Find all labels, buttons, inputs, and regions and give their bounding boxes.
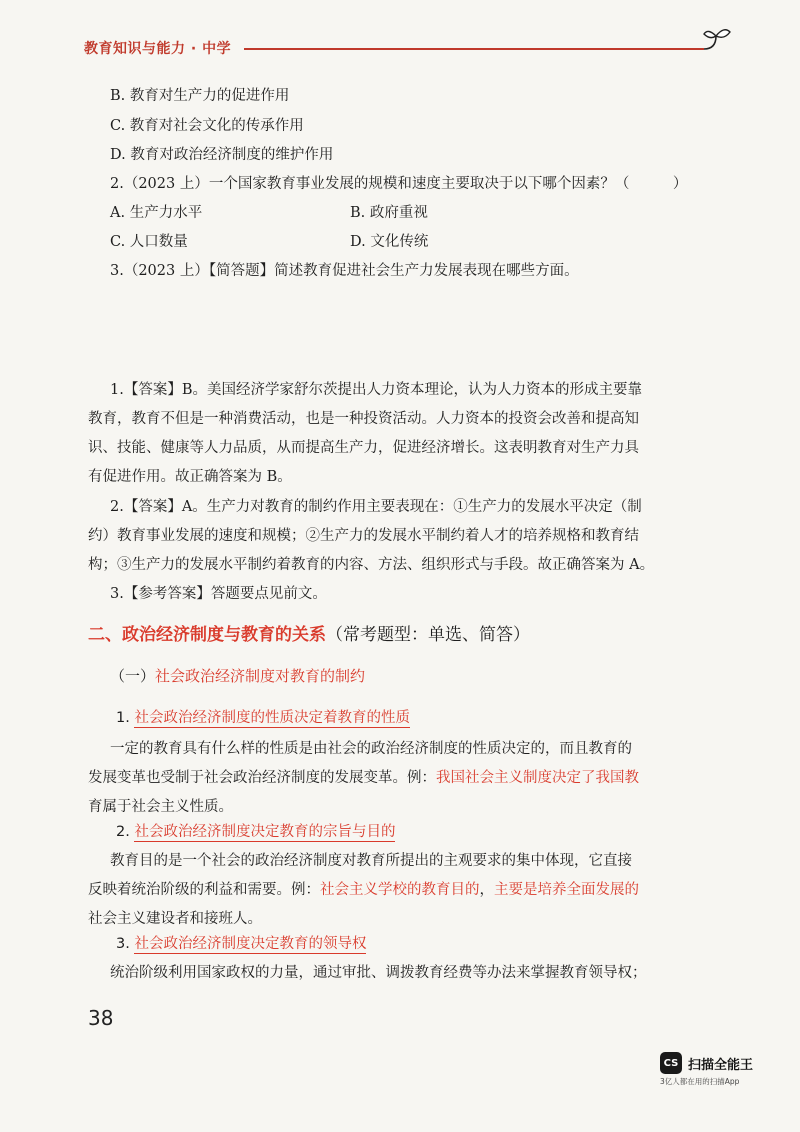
question-option: C. 教育对社会文化的传承作用: [110, 118, 304, 134]
example-highlight: 社会主义学校的教育目的: [320, 882, 480, 898]
section-title: 二、政治经济制度与教育的关系: [88, 625, 326, 645]
body-text: 发展变革也受制于社会政治经济制度的发展变革。例：: [88, 770, 436, 786]
item-title: 社会政治经济制度的性质决定着教育的性质: [134, 710, 410, 726]
question-stem: 2.（2023 上）一个国家教育事业发展的规模和速度主要取决于以下哪个因素？（ ）: [110, 176, 688, 192]
body-line: [88, 880, 639, 900]
body-line: 教育目的是一个社会的政治经济制度对教育所提出的主观要求的集中体现，它直接: [110, 853, 632, 869]
item-number: 3.: [116, 936, 130, 952]
question-option: C. 人口数量: [110, 234, 188, 250]
section-heading: [88, 620, 530, 645]
body-text: ，: [479, 882, 494, 898]
sprout-icon: [698, 22, 734, 56]
question-option: B. 教育对生产力的促进作用: [110, 88, 290, 104]
answer-line: 有促进作用。故正确答案为 B。: [88, 469, 292, 485]
answer-line: 约）教育事业发展的速度和规模；②生产力的发展水平制约着人才的培养规格和教育结: [88, 528, 639, 544]
body-text: 反映着统治阶级的利益和需要。例：: [88, 882, 320, 898]
subsection-title: 社会政治经济制度对教育的制约: [155, 667, 366, 685]
page-header: [58, 36, 748, 66]
body-line: 一定的教育具有什么样的性质是由社会的政治经济制度的性质决定的，而且教育的: [110, 741, 632, 757]
scanner-watermark: [660, 1052, 790, 1087]
question-option: D. 文化传统: [350, 234, 429, 250]
page-number: 38: [88, 1006, 114, 1030]
answer-line: 构；③生产力的发展水平制约着教育的内容、方法、组织形式与手段。故正确答案为 A。: [88, 557, 655, 573]
header-title: 教育知识与能力 · 中学: [84, 41, 232, 57]
question-option: D. 教育对政治经济制度的维护作用: [110, 147, 334, 163]
answer-line: 教育，教育不但是一种消费活动，也是一种投资活动。人力资本的投资会改善和提高知: [88, 411, 639, 427]
scanner-logo-icon: CS: [660, 1052, 682, 1074]
example-highlight: 我国社会主义制度决定了我国教: [436, 770, 639, 786]
body-line: [88, 768, 639, 788]
header-rule: [244, 48, 704, 50]
subsection-prefix: （一）: [110, 667, 156, 685]
scanner-name: 扫描全能王: [688, 1057, 754, 1073]
answer-line: 3.【参考答案】答题要点见前文。: [110, 586, 327, 602]
body-line: 统治阶级利用国家政权的力量，通过审批、调拨教育经费等办法来掌握教育领导权；: [110, 965, 647, 981]
answer-line: 2.【答案】A。生产力对教育的制约作用主要表现在：①生产力的发展水平决定（制: [110, 499, 642, 515]
question-option: B. 政府重视: [350, 205, 428, 221]
item-number: 2.: [116, 824, 130, 840]
section-subtitle: （常考题型：单选、简答）: [326, 625, 530, 645]
item-heading: [116, 706, 410, 727]
item-heading: [116, 820, 395, 841]
answer-line: 1.【答案】B。美国经济学家舒尔茨提出人力资本理论，认为人力资本的形成主要靠: [110, 382, 642, 398]
item-number: 1.: [116, 710, 130, 726]
body-line: 社会主义建设者和接班人。: [88, 911, 262, 927]
answer-line: 识、技能、健康等人力品质，从而提高生产力，促进经济增长。这表明教育对生产力具: [88, 440, 639, 456]
body-line: 育属于社会主义性质。: [88, 799, 233, 815]
example-highlight: 主要是培养全面发展的: [494, 882, 639, 898]
item-title: 社会政治经济制度决定教育的宗旨与目的: [134, 824, 396, 840]
question-stem: 3.（2023 上）【简答题】简述教育促进社会生产力发展表现在哪些方面。: [110, 263, 579, 279]
scanner-tagline: 3亿人都在用的扫描App: [660, 1077, 740, 1086]
item-heading: [116, 932, 366, 953]
question-option: A. 生产力水平: [110, 205, 203, 221]
subsection-heading: [110, 665, 365, 686]
item-title: 社会政治经济制度决定教育的领导权: [134, 936, 367, 952]
